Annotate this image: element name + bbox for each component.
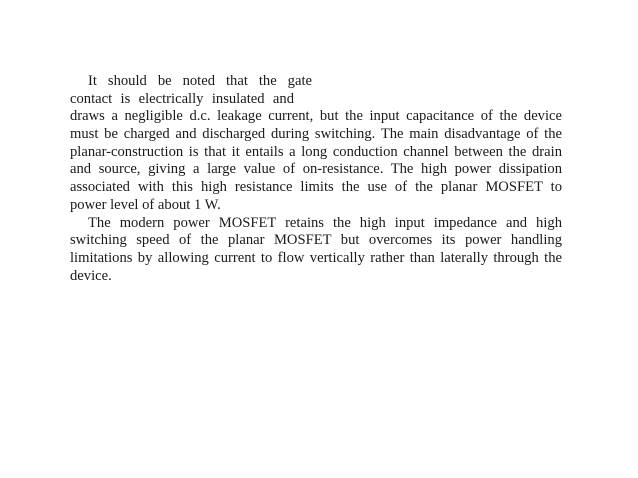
paragraph-line: The modern power MOSFET retains the high input impedance and high xyxy=(88,214,562,231)
paragraph-gate-insulation xyxy=(70,73,562,215)
paragraph-line: power level of about 1 W. xyxy=(70,196,221,213)
paragraph-line: limitations by allowing current to flow vertically rather than laterally through the xyxy=(70,249,562,266)
paragraph-line: switching speed of the planar MOSFET but overcomes its power handling xyxy=(70,232,562,249)
paragraph-line: associated with this high resistance limits the use of the planar MOSFET to xyxy=(70,179,562,196)
paragraph-power-mosfet xyxy=(70,215,562,286)
paragraph-line: planar-construction is that it entails a long conduction channel between the drain xyxy=(70,143,562,160)
body-text xyxy=(70,73,562,285)
paragraph-line: and source, giving a large value of on-resistance. The high power dissipation xyxy=(70,161,562,178)
paragraph-line: device. xyxy=(70,267,112,284)
paragraph-line: contact is electrically insulated and xyxy=(70,90,294,107)
paragraph-line: must be charged and discharged during switching. The main disadvantage of the xyxy=(70,126,562,143)
paragraph-line: It should be noted that the gate xyxy=(88,73,312,89)
paragraph-line: draws a negligible d.c. leakage current, but the input capacitance of the device xyxy=(70,108,562,125)
